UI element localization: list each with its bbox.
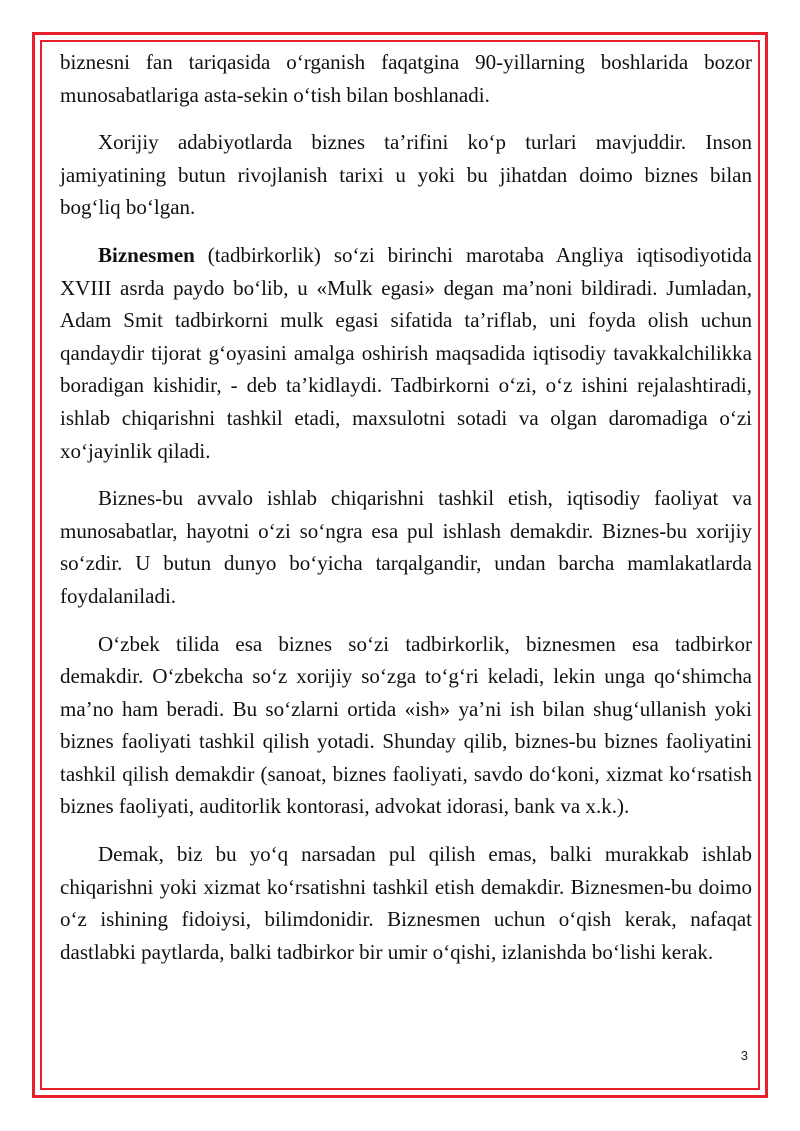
paragraph-intro-continuation — [60, 46, 752, 111]
paragraph-text: Demak, biz bu yo‘q narsadan pul qilish emas, balki murakkab ishlab chiqarishni yoki xizmat ko‘rsatishni tashkil etish demakdir. Biznesmen-bu doimo o‘z ishining fidoiysi, bilimdonidir. Biznesmen uchun o‘qish kerak, nafaqat dastlabki paytlarda, balki tadbirkor bir umir o‘qishi, izlanishda bo‘lishi kerak. — [60, 842, 752, 964]
paragraph-text: O‘zbek tilida esa biznes so‘zi tadbirkorlik, biznesmen esa tadbirkor demakdir. O‘zbekcha so‘z xorijiy so‘zga to‘g‘ri keladi, lekin unga qo‘shimcha ma’no ham beradi. Bu so‘zlarni ortida «ish» ya’ni ish bilan shug‘ullanish yoki biznes faoliyati tashkil qilish yotadi. Shunday qilib, biznes-bu biznes faoliyatini tashkil qilish demakdir (sanoat, biznes faoliyati, savdo do‘koni, xizmat ko‘rsatish biznes faoliyati, auditorlik kontorasi, advokat idorasi, bank va x.k.). — [60, 631, 752, 819]
paragraph-text: (tadbirkorlik) so‘zi birinchi marotaba Angliya iqtisodiyotida XVIII asrda paydo bo‘lib, u «Mulk egasi» degan ma’noni bildiradi. Jumladan, Adam Smit tadbirkorni mulk egasi sifatida ta’riflab, uni foyda olish uchun qandaydir tijorat g‘oyasini amalga oshirish maqsadida iqtisodiy tavakkalchilikka boradigan kishidir, - deb ta’kidlaydi. Tadbirkorni o‘zi, o‘z ishini rejalashtiradi, ishlab chiqarishni tashkil etadi, maxsulotni sotadi va olgan daromadiga o‘zi xo‘jayinlik qiladi. — [60, 242, 752, 463]
paragraph-text: Xorijiy adabiyotlarda biznes ta’rifini ko‘p turlari mavjuddir. Inson jamiyatining butun rivojlanish tarixi u yoki bu jihatdan doimo biznes bilan bog‘liq bo‘lgan. — [60, 130, 752, 220]
page-number: 3 — [740, 1048, 748, 1063]
paragraph-uzbek-language — [60, 628, 752, 824]
document-body — [60, 46, 752, 983]
paragraph-foreign-literature — [60, 126, 752, 224]
bold-term: Biznesmen — [98, 242, 195, 267]
paragraph-text: biznesni fan tariqasida o‘rganish faqatgina 90-yillarning boshlarida bozor munosabatlariga asta-sekin o‘tish bilan boshlanadi. — [60, 50, 752, 107]
paragraph-text: Biznes-bu avvalo ishlab chiqarishni tashkil etish, iqtisodiy faoliyat va munosabatlar, hayotni o‘zi so‘ngra esa pul ishlash demakdir. Biznes-bu xorijiy so‘zdir. U butun dunyo bo‘yicha tarqalgandir, undan barcha mamlakatlarda foydalaniladi. — [60, 486, 752, 608]
paragraph-biznesmen-definition — [60, 239, 752, 467]
paragraph-conclusion — [60, 838, 752, 968]
paragraph-biznes-meaning — [60, 482, 752, 612]
